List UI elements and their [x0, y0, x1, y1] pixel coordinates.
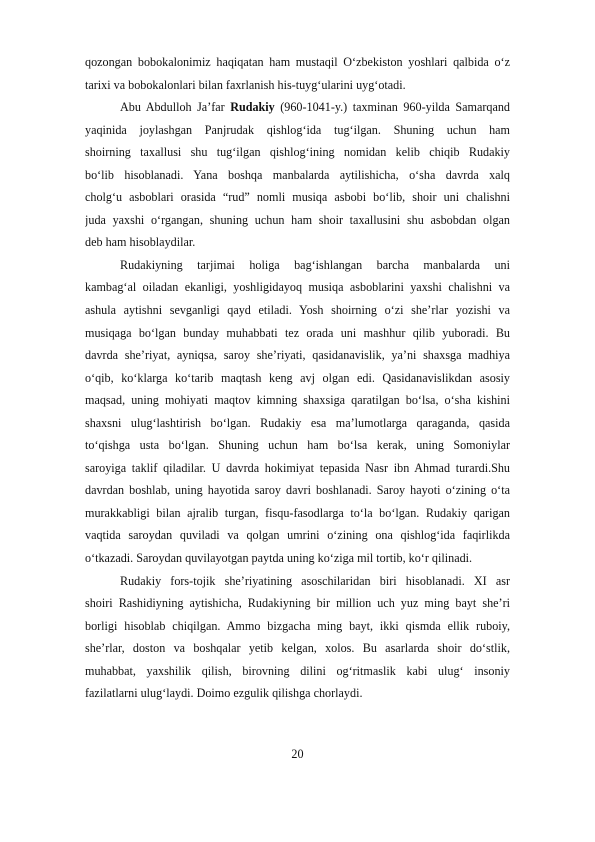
text-line-paragraph-start: Rudakiy fors-tojik she’riyatining asoschilaridan biri hisoblanadi. XI asr — [120, 573, 510, 588]
text-line: qozongan bobokalonimiz haqiqatan ham mustaqil O‘zbekiston yoshlari qalbida o‘z — [85, 55, 510, 69]
poet-dates: (960-1041-y.) taxminan 960-yilda Samarqand — [274, 100, 510, 115]
text-line: shaxsni ulug‘lashtirish bo‘lgan. Rudakiy esa ma’lumotlarga qaraganda, qasida — [85, 415, 510, 430]
text-line: vaqtida saroydan quviladi va qolgan umrini o‘zining ona qishlog‘ida faqirlikda — [85, 528, 510, 543]
text-line: tarixi va bobokalonlari bilan faxrlanish his-tuyg‘ularini uyg‘otadi. — [85, 77, 406, 92]
text-line: o‘tkazadi. Saroydan quvilayotgan paytda uning ko‘ziga mil tortib, ko‘r qilinadi. — [85, 551, 473, 566]
text-line: murakkabligi bilan ajralib turgan, fisqu-fasodlarga to‘la bo‘lgan. Rudakiy qarigan — [85, 505, 510, 520]
text-line: o‘qib, ko‘klarga ko‘tarib maqtash keng avj olgan edi. Qasidanavislikdan asosiy — [85, 370, 510, 385]
text-line: ashula aytishni sevganligi qayd etiladi. Yosh shoirning o‘zi she’rlar yozishi va — [85, 303, 510, 318]
text-line: davrda she’riyat, ayniqsa, saroy she’riyati, qasidanavislik, ya’ni shaxsga madhiya — [85, 348, 510, 363]
text-line: saroyiga taklif qiladilar. U davrda hokimiyat tepasida Nasr ibn Ahmad turardi.Shu — [85, 460, 510, 475]
poet-name-bold: Rudakiy — [230, 100, 275, 115]
text-line: cholg‘u asboblari orasida “rud” nomli musiqa asbobi bo‘lib, shoir uni chalishni — [85, 190, 510, 205]
text-line: kambag‘al oiladan ekanligi, yoshligidayoq musiqa asboblarini yaxshi chalishni va — [85, 280, 510, 295]
text-line-paragraph-start: Rudakiyning tarjimai holiga bag‘ishlangan barcha manbalarda uni — [120, 257, 510, 272]
page-number: 20 — [291, 747, 304, 761]
text-line: borligi hisoblab chiqilgan. Ammo bizgacha ming bayt, ikki qismda ellik ruboiy, — [85, 618, 510, 633]
text-line: fazilatlarni ulug‘laydi. Doimo ezgulik qilishga chorlaydi. — [85, 686, 363, 701]
text-line: shoirning taxallusi shu tug‘ilgan qishlog‘ining nomidan kelib chiqib Rudakiy — [85, 145, 510, 160]
text-line: maqsad, uning mohiyati maqtov kimning shaxsiga qaratilgan bo‘lsa, o‘sha kishini — [85, 393, 510, 408]
text-line: bo‘lib hisoblanadi. Yana boshqa manbalarda aytilishicha, o‘sha davrda xalq — [85, 167, 510, 182]
text-line: to‘qishga usta bo‘lgan. Shuning uchun ham bo‘lsa kerak, uning Somoniylar — [85, 438, 510, 453]
text-line: deb ham hisoblaydilar. — [85, 235, 196, 250]
text-line: musiqaga bo‘lgan bunday muhabbati tez orada uni mashhur qilib yuboradi. Bu — [85, 325, 510, 340]
text-line-heading-paragraph — [85, 96, 510, 119]
text-line: davrdan boshlab, uning hayotida saroy davri boshlanadi. Saroy hayoti o‘zining o‘ta — [85, 483, 510, 498]
text-line: she’rlar, doston va boshqalar yetib kelgan, xolos. Bu asarlarda shoir do‘stlik, — [85, 641, 510, 656]
document-page — [85, 51, 510, 705]
text-line: yaqinida joylashgan Panjrudak qishlog‘ida tug‘ilgan. Shuning uchun ham — [85, 122, 510, 137]
author-intro: Abu Abdulloh Ja’far — [120, 100, 231, 115]
text-line: muhabbat, yaxshilik qilish, birovning dilini og‘ritmaslik kabi ulug‘ insoniy — [85, 663, 510, 678]
text-line: shoiri Rashidiyning aytishicha, Rudakiyning bir million uch yuz ming bayt she’ri — [85, 596, 510, 611]
text-line: juda yaxshi o‘rgangan, shuning uchun ham shoir taxallusini shu asbobdan olgan — [85, 212, 510, 227]
